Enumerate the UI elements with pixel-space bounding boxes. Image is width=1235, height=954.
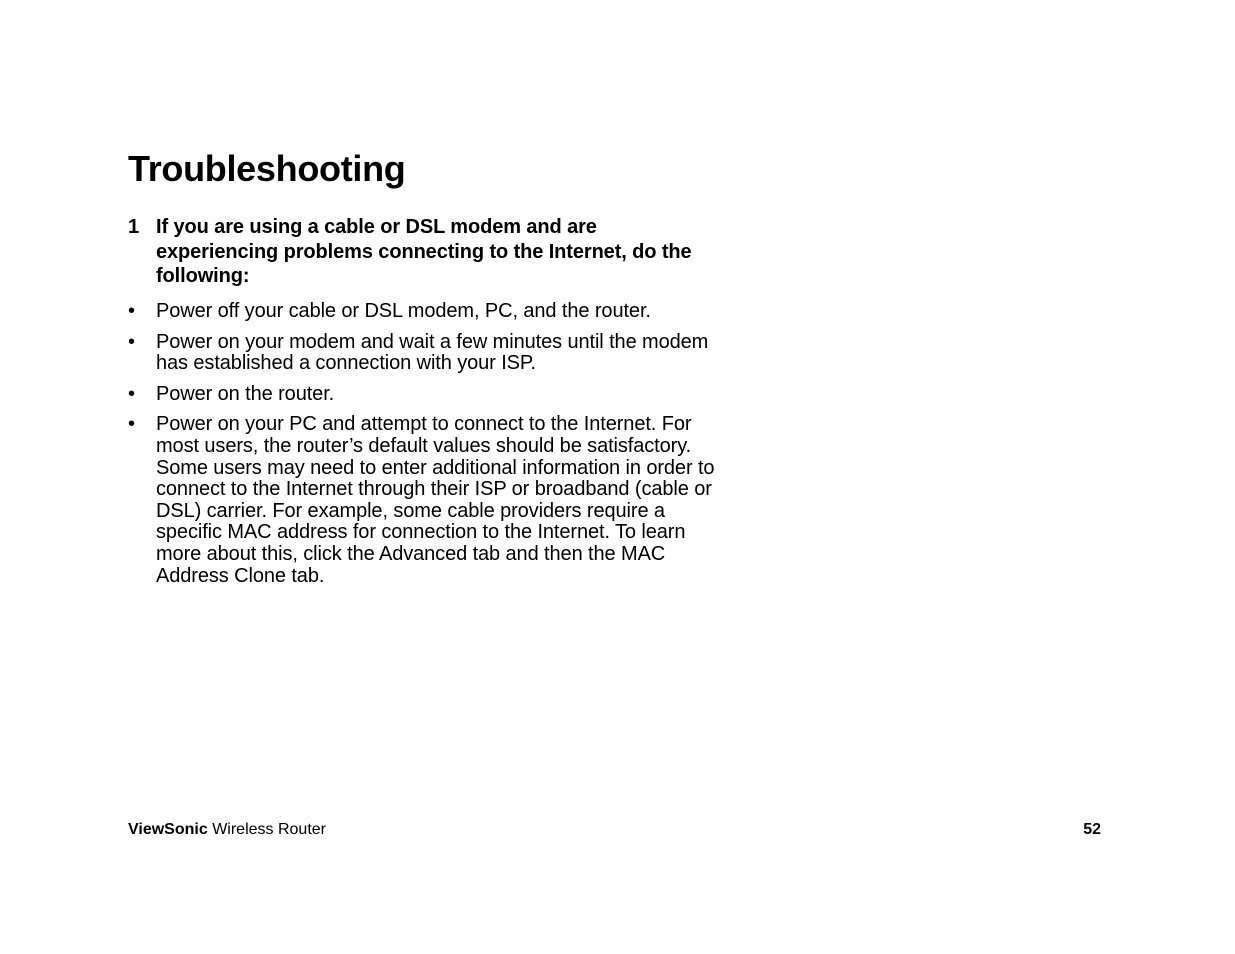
- list-item: [128, 301, 718, 323]
- bullet-icon: •: [128, 330, 135, 353]
- list-item-text: Power on your modem and wait a few minutes until the modem has established a connection with your ISP.: [156, 330, 709, 375]
- list-item-text: Power on your PC and attempt to connect to the Internet. For most users, the router’s default values should be satisfactory. Some users may need to enter additional information in order to connect to the Internet through their ISP or broadband (cable or DSL) carrier. For example, some cable providers require a specific MAC address for connection to the Internet. To learn more about this, click the Advanced tab and then the MAC Address Clone tab.: [156, 413, 715, 587]
- list-item: [128, 384, 718, 406]
- troubleshooting-step: [128, 215, 708, 289]
- step-number: 1: [128, 216, 140, 238]
- footer-product-name: [128, 820, 326, 840]
- page-number: 52: [1083, 821, 1101, 838]
- list-item: [128, 414, 718, 587]
- step-heading: If you are using a cable or DSL modem and are experiencing problems connecting to the Internet, do the following:: [156, 216, 692, 287]
- instruction-list: [128, 301, 718, 596]
- list-item: [128, 332, 718, 375]
- brand-name: ViewSonic: [128, 821, 208, 838]
- list-item-text: Power off your cable or DSL modem, PC, and the router.: [156, 300, 651, 322]
- bullet-icon: •: [128, 382, 135, 405]
- list-item-text: Power on the router.: [156, 382, 335, 405]
- bullet-icon: •: [128, 413, 135, 436]
- page-title: Troubleshooting: [128, 148, 406, 189]
- bullet-icon: •: [128, 300, 135, 322]
- product-name: Wireless Router: [212, 821, 326, 838]
